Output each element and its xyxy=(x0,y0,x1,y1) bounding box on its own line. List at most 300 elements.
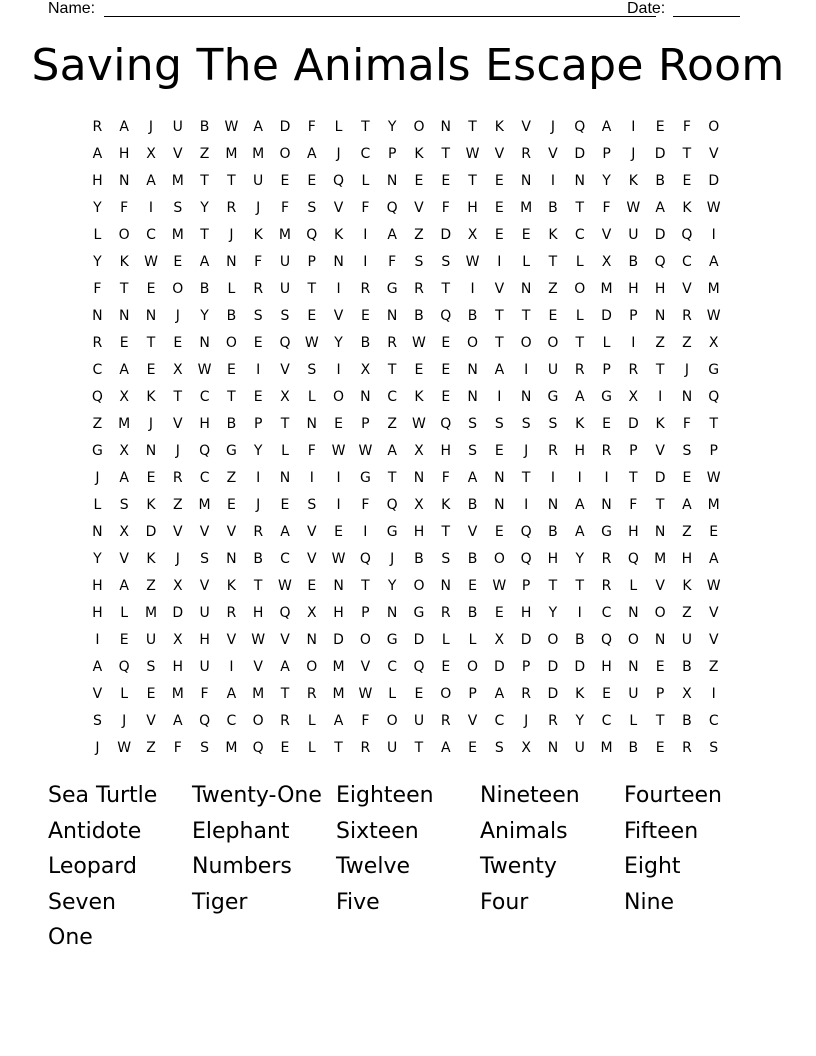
grid-letter: P xyxy=(602,362,611,378)
grid-letter: K xyxy=(548,227,558,243)
grid-letter: T xyxy=(361,119,370,135)
grid-letter: W xyxy=(197,362,212,378)
grid-letter: K xyxy=(253,227,263,243)
grid-letter: R xyxy=(172,470,183,486)
grid-letter: A xyxy=(119,470,129,486)
grid-letter: Q xyxy=(306,227,318,243)
grid-letter: U xyxy=(547,362,559,378)
grid-letter: F xyxy=(254,254,263,270)
grid-letter: K xyxy=(441,497,451,513)
grid-letter: X xyxy=(414,497,424,513)
grid-letter: A xyxy=(601,119,612,135)
grid-letter: M xyxy=(225,740,238,756)
grid-letter: I xyxy=(148,200,154,216)
grid-letter: F xyxy=(361,497,370,513)
grid-letter: F xyxy=(682,119,691,135)
grid-letter: O xyxy=(306,659,318,675)
grid-letter: D xyxy=(413,632,425,648)
grid-letter: D xyxy=(574,659,586,675)
grid-letter: C xyxy=(199,389,210,405)
grid-letter: Z xyxy=(92,416,103,432)
grid-letter: J xyxy=(148,119,154,135)
grid-letter: W xyxy=(144,254,158,270)
grid-letter: I xyxy=(256,470,261,486)
grid-letter: U xyxy=(199,659,210,675)
grid-letter: U xyxy=(628,686,639,702)
grid-letter: T xyxy=(441,524,451,540)
word-list-item: Numbers xyxy=(192,854,292,880)
grid-letter: H xyxy=(520,605,532,621)
grid-letter: L xyxy=(281,443,289,459)
grid-letter: N xyxy=(226,551,237,567)
grid-letter: X xyxy=(360,362,371,378)
grid-letter: G xyxy=(359,470,371,486)
grid-letter: W xyxy=(706,578,721,594)
grid-letter: K xyxy=(655,416,665,432)
grid-letter: N xyxy=(547,740,559,756)
grid-letter: N xyxy=(628,605,639,621)
grid-letter: K xyxy=(226,578,236,594)
grid-letter: N xyxy=(654,308,666,324)
grid-letter: B xyxy=(414,551,424,567)
grid-letter: L xyxy=(575,254,584,270)
grid-letter: S xyxy=(494,740,504,756)
grid-letter: M xyxy=(171,227,184,243)
grid-letter: F xyxy=(200,686,209,702)
grid-letter: A xyxy=(440,740,451,756)
grid-letter: N xyxy=(628,659,639,675)
grid-letter: Y xyxy=(253,443,263,459)
grid-letter: S xyxy=(468,416,477,432)
grid-letter: J xyxy=(148,416,154,432)
grid-letter: V xyxy=(494,281,505,297)
grid-letter: O xyxy=(413,578,425,594)
grid-letter: C xyxy=(199,470,210,486)
grid-letter: L xyxy=(120,686,129,702)
grid-letter: A xyxy=(574,497,585,513)
grid-letter: N xyxy=(654,632,666,648)
grid-letter: Z xyxy=(172,497,183,513)
grid-letter: Z xyxy=(682,335,692,351)
grid-letter: C xyxy=(146,227,156,243)
grid-letter: I xyxy=(550,470,556,486)
grid-letter: Y xyxy=(93,551,102,567)
grid-letter: N xyxy=(681,389,693,405)
word-list-item: Antidote xyxy=(48,818,142,844)
grid-letter: U xyxy=(387,740,398,756)
grid-letter: Y xyxy=(93,254,102,270)
grid-letter: E xyxy=(360,308,370,324)
grid-letter: H xyxy=(92,578,103,594)
grid-letter: V xyxy=(467,524,478,540)
grid-letter: N xyxy=(654,524,666,540)
grid-letter: T xyxy=(387,470,397,486)
grid-letter: T xyxy=(468,173,477,189)
grid-letter: B xyxy=(226,416,237,432)
grid-letter: Z xyxy=(655,335,665,351)
grid-letter: L xyxy=(93,227,102,243)
grid-letter: Y xyxy=(200,200,209,216)
grid-letter: K xyxy=(333,227,344,243)
grid-letter: E xyxy=(494,443,504,459)
grid-letter: V xyxy=(306,524,317,540)
grid-letter: Q xyxy=(199,713,211,729)
grid-letter: X xyxy=(414,443,424,459)
grid-letter: M xyxy=(198,497,211,513)
grid-letter: I xyxy=(229,659,234,675)
grid-letter: J xyxy=(256,497,261,513)
grid-letter: V xyxy=(601,227,612,243)
grid-letter: P xyxy=(709,443,718,459)
grid-letter: I xyxy=(497,254,502,270)
grid-letter: W xyxy=(358,443,373,459)
grid-letter: A xyxy=(253,119,263,135)
grid-letter: L xyxy=(227,281,236,297)
grid-letter: N xyxy=(118,308,130,324)
date-line[interactable] xyxy=(673,16,740,17)
grid-letter: L xyxy=(307,389,316,405)
grid-letter: O xyxy=(574,281,586,297)
grid-letter: T xyxy=(548,578,558,594)
grid-letter: J xyxy=(175,308,180,324)
grid-letter: V xyxy=(306,551,317,567)
grid-letter: J xyxy=(684,362,689,378)
grid-letter: I xyxy=(631,335,636,351)
grid-letter: D xyxy=(654,227,666,243)
grid-letter: G xyxy=(386,524,398,540)
grid-letter: R xyxy=(548,713,558,729)
grid-letter: E xyxy=(280,173,290,189)
grid-letter: A xyxy=(494,686,505,702)
grid-letter: A xyxy=(119,119,129,135)
grid-letter: T xyxy=(441,146,451,162)
grid-letter: H xyxy=(574,443,585,459)
grid-letter: G xyxy=(91,443,103,459)
grid-letter: O xyxy=(493,551,505,567)
grid-letter: N xyxy=(520,389,532,405)
grid-letter: T xyxy=(521,308,531,324)
grid-letter: T xyxy=(682,146,692,162)
grid-letter: I xyxy=(604,470,609,486)
grid-letter: V xyxy=(173,146,183,162)
grid-letter: T xyxy=(414,740,424,756)
grid-letter: A xyxy=(387,227,397,243)
grid-letter: B xyxy=(655,173,665,189)
grid-letter: M xyxy=(278,227,292,243)
grid-letter: H xyxy=(118,146,130,162)
word-list-item: Animals xyxy=(480,818,568,844)
grid-letter: L xyxy=(93,497,102,513)
grid-letter: P xyxy=(361,416,370,432)
grid-letter: F xyxy=(441,470,450,486)
grid-letter: E xyxy=(307,578,317,594)
grid-letter: F xyxy=(361,200,370,216)
grid-letter: E xyxy=(655,740,665,756)
grid-letter: I xyxy=(524,497,529,513)
grid-letter: U xyxy=(253,173,264,189)
grid-letter: V xyxy=(708,605,719,621)
grid-letter: T xyxy=(280,686,290,702)
grid-letter: W xyxy=(492,578,507,594)
grid-letter: O xyxy=(333,389,345,405)
grid-letter: G xyxy=(601,524,612,540)
grid-letter: B xyxy=(628,740,639,756)
grid-letter: R xyxy=(360,281,371,297)
grid-letter: R xyxy=(628,362,639,378)
grid-letter: B xyxy=(467,551,478,567)
grid-letter: K xyxy=(682,578,692,594)
grid-letter: T xyxy=(146,335,156,351)
grid-letter: A xyxy=(199,254,210,270)
grid-letter: H xyxy=(467,200,478,216)
grid-letter: J xyxy=(122,713,127,729)
word-list-item: Twelve xyxy=(336,854,410,880)
grid-letter: E xyxy=(655,659,665,675)
grid-letter: O xyxy=(386,713,398,729)
grid-letter: D xyxy=(708,173,720,189)
grid-letter: R xyxy=(601,551,612,567)
grid-letter: Q xyxy=(440,416,452,432)
grid-letter: A xyxy=(119,578,129,594)
grid-letter: I xyxy=(470,281,475,297)
grid-letter: X xyxy=(601,254,612,270)
grid-letter: R xyxy=(226,605,237,621)
grid-letter: T xyxy=(495,308,504,324)
grid-letter: N xyxy=(386,173,398,189)
grid-letter: B xyxy=(253,551,263,567)
grid-letter: M xyxy=(171,686,184,702)
grid-letter: K xyxy=(146,389,156,405)
grid-letter: O xyxy=(627,632,639,648)
grid-letter: O xyxy=(118,227,130,243)
grid-letter: G xyxy=(386,281,398,297)
grid-letter: O xyxy=(172,281,184,297)
grid-letter: V xyxy=(199,578,210,594)
grid-letter: Z xyxy=(548,281,558,297)
grid-letter: T xyxy=(227,173,236,189)
grid-letter: X xyxy=(628,389,639,405)
grid-letter: C xyxy=(280,551,290,567)
grid-letter: Z xyxy=(708,659,719,675)
grid-letter: E xyxy=(468,578,477,594)
grid-letter: R xyxy=(548,443,558,459)
grid-letter: V xyxy=(146,713,156,729)
grid-letter: V xyxy=(655,578,665,594)
grid-letter: K xyxy=(414,146,424,162)
grid-letter: H xyxy=(628,281,639,297)
grid-letter: D xyxy=(601,308,612,324)
grid-letter: N xyxy=(467,389,478,405)
grid-letter: R xyxy=(682,308,692,324)
grid-letter: F xyxy=(361,713,370,729)
grid-letter: Q xyxy=(654,254,666,270)
grid-letter: X xyxy=(494,632,505,648)
grid-letter: E xyxy=(655,119,665,135)
grid-letter: C xyxy=(494,713,505,729)
grid-letter: D xyxy=(547,686,559,702)
grid-letter: P xyxy=(361,605,370,621)
grid-letter: C xyxy=(360,146,371,162)
grid-letter: F xyxy=(307,443,316,459)
grid-letter: I xyxy=(336,362,341,378)
grid-letter: Z xyxy=(414,227,424,243)
grid-letter: T xyxy=(200,173,209,189)
grid-letter: N xyxy=(494,470,505,486)
grid-letter: E xyxy=(173,254,183,270)
grid-letter: Z xyxy=(682,524,692,540)
grid-letter: Q xyxy=(279,605,291,621)
grid-letter: F xyxy=(280,200,289,216)
grid-letter: I xyxy=(497,389,502,405)
grid-letter: O xyxy=(654,605,666,621)
grid-letter: U xyxy=(145,632,157,648)
grid-letter: S xyxy=(307,362,317,378)
grid-letter: P xyxy=(521,578,531,594)
grid-letter: N xyxy=(440,119,451,135)
grid-letter: S xyxy=(146,659,156,675)
grid-letter: T xyxy=(361,578,370,594)
grid-letter: T xyxy=(253,578,263,594)
grid-letter: V xyxy=(280,362,290,378)
grid-letter: E xyxy=(226,362,236,378)
grid-letter: U xyxy=(413,713,425,729)
header xyxy=(48,0,740,20)
word-list-item: Seven xyxy=(48,889,116,915)
grid-letter: F xyxy=(602,200,611,216)
grid-letter: A xyxy=(280,524,290,540)
grid-letter: R xyxy=(280,713,290,729)
grid-letter: E xyxy=(307,173,317,189)
grid-letter: W xyxy=(465,254,480,270)
grid-letter: P xyxy=(387,146,397,162)
grid-letter: N xyxy=(92,524,103,540)
grid-letter: X xyxy=(172,362,183,378)
grid-letter: E xyxy=(253,389,263,405)
grid-letter: V xyxy=(173,524,183,540)
grid-letter: T xyxy=(387,362,397,378)
grid-letter: Q xyxy=(601,632,613,648)
grid-letter: Q xyxy=(386,497,398,513)
grid-letter: I xyxy=(658,389,663,405)
grid-letter: B xyxy=(467,605,478,621)
grid-letter: M xyxy=(332,686,345,702)
grid-letter: S xyxy=(682,443,692,459)
grid-letter: M xyxy=(252,146,265,162)
grid-letter: I xyxy=(309,470,314,486)
grid-letter: K xyxy=(494,119,504,135)
grid-letter: I xyxy=(711,686,716,702)
grid-letter: E xyxy=(146,470,156,486)
grid-letter: V xyxy=(414,200,424,216)
grid-letter: G xyxy=(386,632,398,648)
grid-letter: D xyxy=(172,605,184,621)
grid-letter: E xyxy=(280,740,290,756)
grid-letter: D xyxy=(145,524,157,540)
grid-letter: E xyxy=(334,416,343,432)
grid-letter: Z xyxy=(199,146,210,162)
grid-letter: S xyxy=(200,740,210,756)
grid-letter: W xyxy=(117,740,132,756)
grid-letter: V xyxy=(548,146,558,162)
grid-letter: W xyxy=(706,200,721,216)
grid-letter: I xyxy=(363,254,368,270)
grid-letter: C xyxy=(92,362,103,378)
grid-letter: E xyxy=(441,173,451,189)
grid-letter: T xyxy=(119,281,129,297)
grid-letter: M xyxy=(600,281,613,297)
grid-letter: A xyxy=(173,713,183,729)
grid-letter: L xyxy=(120,605,129,621)
grid-letter: Q xyxy=(681,227,693,243)
grid-letter: E xyxy=(226,497,236,513)
grid-letter: N xyxy=(601,497,612,513)
grid-letter: W xyxy=(278,578,292,594)
word-list-item: Nine xyxy=(624,889,675,915)
grid-letter: P xyxy=(307,254,316,270)
grid-letter: U xyxy=(279,254,291,270)
grid-letter: M xyxy=(225,146,238,162)
name-line[interactable] xyxy=(104,16,656,17)
grid-letter: Y xyxy=(93,200,102,216)
grid-letter: X xyxy=(682,686,692,702)
grid-letter: A xyxy=(387,443,397,459)
grid-letter: D xyxy=(279,119,291,135)
word-list-item: Fourteen xyxy=(624,783,722,808)
page-title: Saving The Animals Escape Room xyxy=(31,40,785,91)
grid-letter: W xyxy=(304,335,319,351)
grid-letter: E xyxy=(494,605,504,621)
grid-letter: E xyxy=(441,389,451,405)
grid-letter: V xyxy=(467,713,478,729)
grid-letter: N xyxy=(413,470,425,486)
grid-letter: X xyxy=(119,443,129,459)
grid-letter: S xyxy=(307,200,317,216)
grid-letter: T xyxy=(655,713,665,729)
grid-letter: Q xyxy=(574,119,586,135)
grid-letter: L xyxy=(629,713,638,729)
grid-letter: B xyxy=(199,119,210,135)
grid-letter: E xyxy=(146,686,156,702)
grid-letter: Y xyxy=(200,308,209,324)
grid-letter: A xyxy=(226,686,237,702)
grid-letter: E xyxy=(548,308,558,324)
grid-letter: Y xyxy=(575,713,585,729)
grid-letter: N xyxy=(494,497,505,513)
grid-letter: H xyxy=(199,416,210,432)
grid-letter: F xyxy=(682,416,691,432)
name-label: Name: xyxy=(48,0,96,17)
word-list-item: Tiger xyxy=(192,889,248,915)
grid-letter: A xyxy=(708,551,719,567)
grid-letter: V xyxy=(333,308,344,324)
grid-letter: J xyxy=(175,443,180,459)
grid-letter: F xyxy=(388,254,397,270)
grid-letter: Y xyxy=(602,173,611,189)
grid-letter: M xyxy=(144,605,158,621)
grid-letter: N xyxy=(333,578,344,594)
grid-letter: O xyxy=(520,335,532,351)
grid-letter: Y xyxy=(575,551,585,567)
grid-letter: N xyxy=(145,308,157,324)
grid-letter: D xyxy=(493,659,505,675)
grid-letter: S xyxy=(468,443,477,459)
grid-letter: T xyxy=(575,200,585,216)
grid-letter: C xyxy=(226,713,237,729)
grid-letter: N xyxy=(547,497,559,513)
grid-letter: L xyxy=(307,713,316,729)
grid-letter: G xyxy=(413,605,425,621)
grid-letter: B xyxy=(682,659,692,675)
